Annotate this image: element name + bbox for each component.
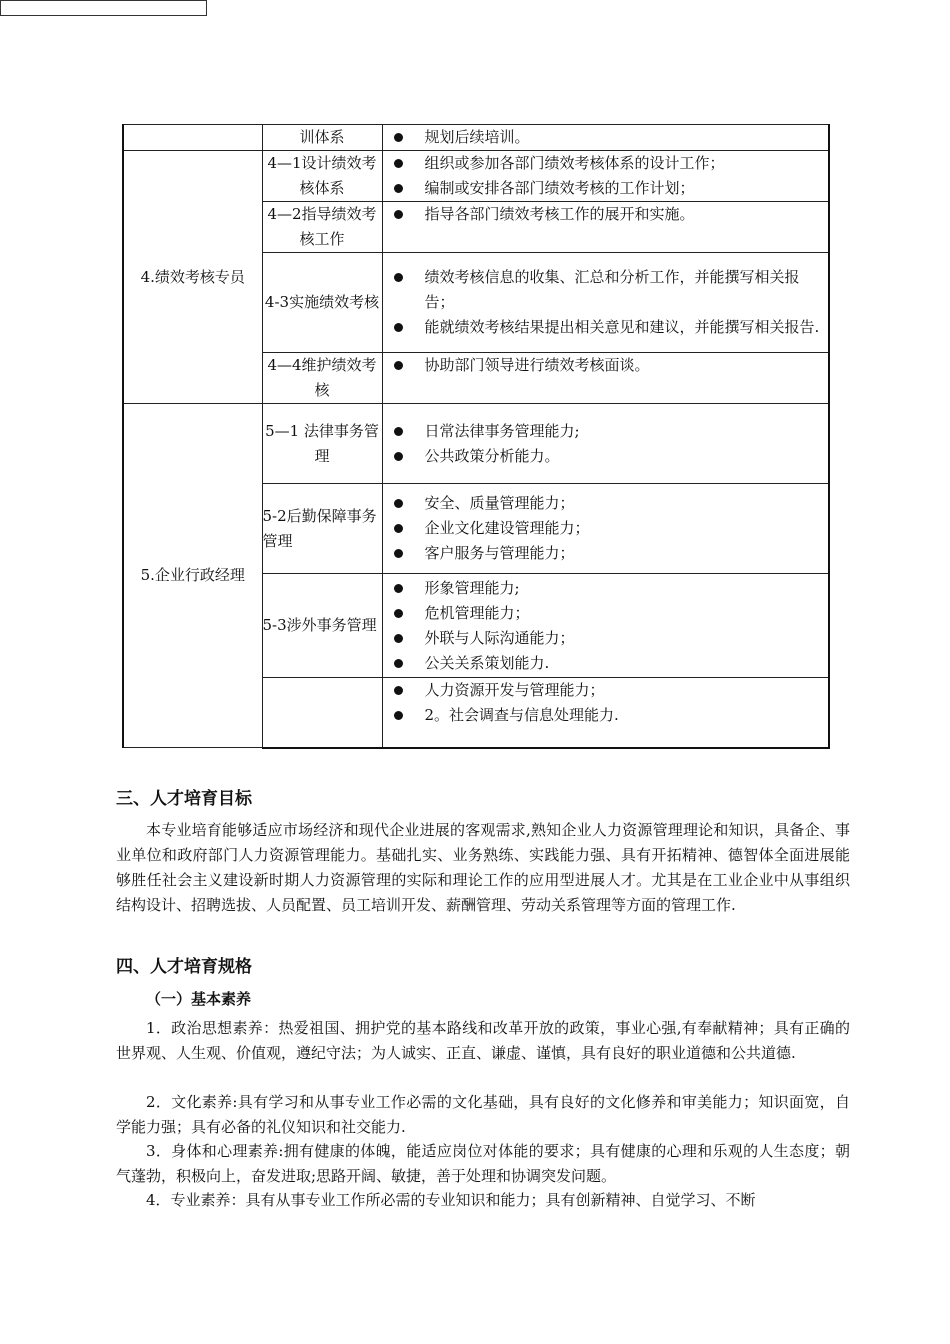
list-item: 组织或参加各部门绩效考核体系的设计工作； bbox=[383, 151, 821, 176]
list-item: 客户服务与管理能力； bbox=[383, 541, 821, 566]
spec-paragraph-4: 4．专业素养：具有从事专业工作所必需的专业知识和能力；具有创新精神、自觉学习、不断 bbox=[146, 1191, 756, 1209]
module-cell: 5-2后勤保障事务管理 bbox=[262, 484, 382, 574]
list-item: 形象管理能力; bbox=[383, 576, 821, 601]
section-title-specs: 四、人才培育规格 bbox=[116, 957, 252, 977]
table-row bbox=[123, 151, 829, 202]
list-item: 公共政策分析能力。 bbox=[383, 444, 821, 469]
role-cell: 5.企业行政经理 bbox=[123, 404, 262, 748]
module-cell: 5-3涉外事务管理 bbox=[262, 574, 382, 678]
list-item: 公关关系策划能力. bbox=[383, 651, 821, 676]
module-cell: 训体系 bbox=[262, 125, 382, 151]
bullet-cell bbox=[382, 404, 829, 484]
list-item: 协助部门领导进行绩效考核面谈。 bbox=[383, 353, 821, 378]
table-row bbox=[123, 404, 829, 484]
list-item: 规划后续培训。 bbox=[383, 125, 821, 150]
bullet-cell bbox=[382, 253, 829, 353]
role-cell bbox=[123, 125, 262, 151]
list-item: 企业文化建设管理能力； bbox=[383, 516, 821, 541]
header-box bbox=[0, 0, 207, 16]
module-cell: 4-3实施绩效考核 bbox=[262, 253, 382, 353]
list-item: 日常法律事务管理能力; bbox=[383, 419, 821, 444]
subsection-title-basic: （一）基本素养 bbox=[146, 990, 252, 1008]
spec-paragraph-3: 3．身体和心理素养:拥有健康的体魄，能适应岗位对体能的要求；具有健康的心理和乐观的人生态度；朝气蓬勃，积极向上，奋发进取;思路开阔、敏捷，善于处理和协调突发问题。 bbox=[116, 1142, 850, 1185]
spec-paragraph-2: 2．文化素养:具有学习和从事专业工作必需的文化基础，具有良好的文化修养和审美能力；知识面宽，自学能力强；具有必备的礼仪知识和社交能力. bbox=[116, 1093, 850, 1136]
bullet-cell bbox=[382, 484, 829, 574]
list-item: 安全、质量管理能力； bbox=[383, 491, 821, 516]
module-cell: 4—1设计绩效考核体系 bbox=[262, 151, 382, 202]
list-item: 外联与人际沟通能力； bbox=[383, 626, 821, 651]
module-cell: 4—4维护绩效考核 bbox=[262, 353, 382, 404]
bullet-cell bbox=[382, 353, 829, 404]
bullet-cell bbox=[382, 125, 829, 151]
list-item: 绩效考核信息的收集、汇总和分析工作，并能撰写相关报告； bbox=[383, 265, 821, 315]
table-row bbox=[123, 125, 829, 151]
list-item: 能就绩效考核结果提出相关意见和建议，并能撰写相关报告. bbox=[383, 315, 821, 340]
list-item: 人力资源开发与管理能力； bbox=[383, 678, 821, 703]
list-item: 编制或安排各部门绩效考核的工作计划； bbox=[383, 176, 821, 201]
goals-paragraph: 本专业培育能够适应市场经济和现代企业进展的客观需求,熟知企业人力资源管理理论和知识，具备企、事业单位和政府部门人力资源管理能力。基础扎实、业务熟练、实践能力强、具有开拓精神、德智体全面进展能够胜任社会主义建设新时期人力资源管理的实际和理论工作的应用型进展人才。尤其是在工业企业中从事组织结构设计、招聘选拔、人员配置、员工培训开发、薪酬管理、劳动关系管理等方面的管理工作. bbox=[116, 821, 850, 914]
module-cell: 4—2指导绩效考核工作 bbox=[262, 202, 382, 253]
spec-paragraph-1: 1．政治思想素养：热爱祖国、拥护党的基本路线和改革开放的政策，事业心强,有奉献精神；具有正确的世界观、人生观、价值观，遵纪守法；为人诚实、正直、谦虚、谨慎，具有良好的职业道德和公共道德. bbox=[116, 1019, 850, 1062]
role-cell: 4.绩效考核专员 bbox=[123, 151, 262, 404]
bullet-cell bbox=[382, 151, 829, 202]
bullet-cell bbox=[382, 202, 829, 253]
list-item: 指导各部门绩效考核工作的展开和实施。 bbox=[383, 202, 821, 227]
module-cell: 5—1 法律事务管理 bbox=[262, 404, 382, 484]
bullet-cell bbox=[382, 678, 829, 748]
list-item: 2。社会调查与信息处理能力. bbox=[383, 703, 821, 728]
training-table bbox=[122, 124, 830, 749]
bullet-cell bbox=[382, 574, 829, 678]
list-item: 危机管理能力； bbox=[383, 601, 821, 626]
module-cell bbox=[262, 678, 382, 748]
section-title-goals: 三、人才培育目标 bbox=[116, 789, 252, 809]
